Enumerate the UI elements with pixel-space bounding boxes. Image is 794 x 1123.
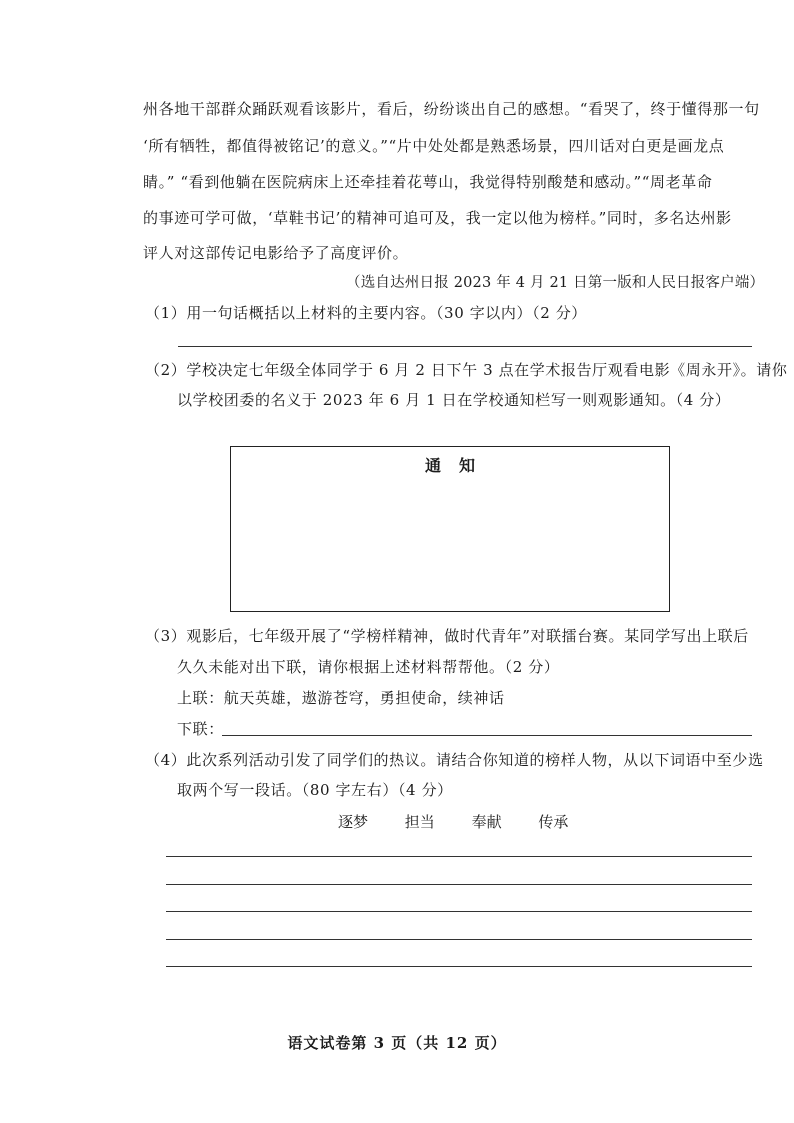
notice-box[interactable] [230,446,670,612]
passage-line: 评人对这部传记电影给予了高度评价。 [143,244,409,262]
passage-line: ‘所有牺牲，都值得被铭记’的意义。”“片中处处都是熟悉场景，四川话对白更是画龙点 [143,137,725,155]
page-footer: 语文试卷第 3 页（共 12 页） [287,1034,507,1052]
upper-couplet: 上联：航天英雄，遨游苍穹，勇担使命，续神话 [177,689,505,707]
answer-line-q4[interactable] [166,966,752,967]
answer-line-q4[interactable] [166,884,752,885]
passage-line: 睛。” “看到他躺在医院病床上还牵挂着花萼山，我觉得特别酸楚和感动。”“周老革命 [143,173,713,191]
word-item: 传承 [538,813,569,831]
question-2-line1: （2）学校决定七年级全体同学于 6 月 2 日下午 3 点在学术报告厅观看电影《周永开》。请你 [145,361,788,379]
source-citation: （选自达州日报 2023 年 4 月 21 日第一版和人民日报客户端） [346,275,765,291]
question-4-line1: （4）此次系列活动引发了同学们的热议。请结合你知道的榜样人物，从以下词语中至少选 [145,751,764,769]
answer-line-lower-couplet[interactable] [222,735,752,736]
answer-line-q4[interactable] [166,856,752,857]
word-item: 担当 [404,813,435,831]
lower-couplet-label: 下联： [177,720,224,738]
word-item: 奉献 [471,813,502,831]
word-list [338,811,600,832]
answer-line-q4[interactable] [166,911,752,912]
answer-line-q4[interactable] [166,939,752,940]
notice-box-title: 通知 [424,456,493,475]
answer-line-q1[interactable] [178,346,752,347]
word-item: 逐梦 [338,813,369,831]
passage-line: 的事迹可学可做，‘草鞋书记’的精神可追可及，我一定以他为榜样。”同时，多名达州影 [143,209,732,227]
question-4-line2: 取两个写一段话。（80 字左右）（4 分） [177,781,453,799]
question-3-line2: 久久未能对出下联，请你根据上述材料帮帮他。（2 分） [177,658,560,676]
question-2-line2: 以学校团委的名义于 2023 年 6 月 1 日在学校通知栏写一则观影通知。（4 分） [177,391,731,409]
question-1: （1）用一句话概括以上材料的主要内容。（30 字以内）（2 分） [145,304,587,322]
passage-line: 州各地干部群众踊跃观看该影片，看后，纷纷谈出自己的感想。“看哭了，终于懂得那一句 [143,100,760,118]
question-3-line1: （3）观影后，七年级开展了“学榜样精神，做时代青年”对联擂台赛。某同学写出上联后 [145,627,749,645]
